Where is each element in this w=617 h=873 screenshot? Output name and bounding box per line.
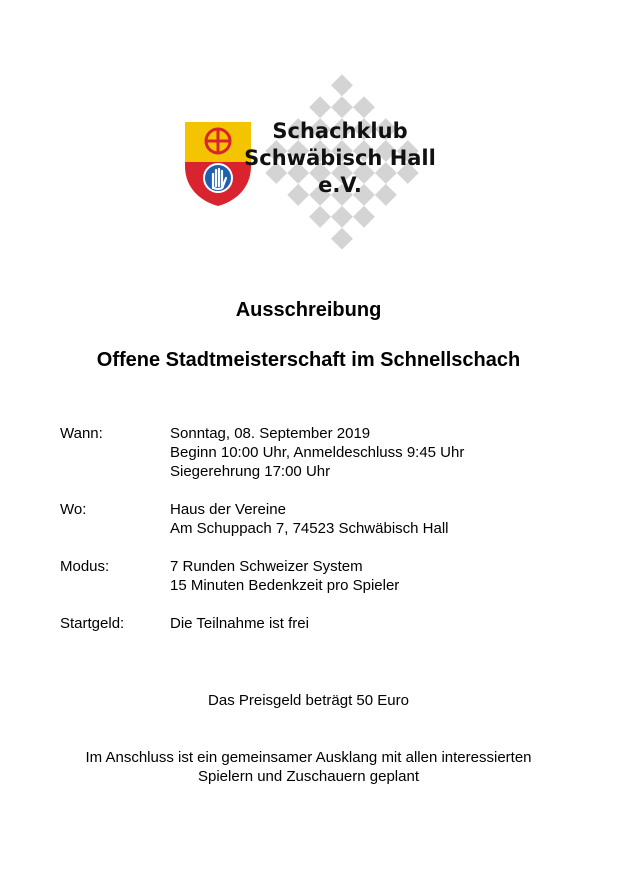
- board-square: [309, 96, 331, 118]
- closing-line-1: Im Anschluss ist ein gemeinsamer Ausklang mit allen interessierten: [85, 749, 532, 766]
- board-square: [331, 206, 353, 228]
- detail-value: 7 Runden Schweizer System: [170, 558, 363, 575]
- detail-label: Startgeld:: [60, 615, 125, 632]
- detail-row-mode: [60, 557, 464, 614]
- club-logo: [0, 0, 617, 260]
- board-square: [353, 206, 375, 228]
- detail-value: 15 Minuten Bedenkzeit pro Spieler: [170, 577, 400, 594]
- board-square: [309, 206, 331, 228]
- detail-label: Modus:: [60, 558, 110, 575]
- detail-row-fee: [60, 614, 464, 633]
- detail-value: Beginn 10:00 Uhr, Anmeldeschluss 9:45 Uhr: [170, 444, 465, 461]
- board-square: [331, 74, 353, 96]
- document-subtitle: Offene Stadtmeisterschaft im Schnellschach: [96, 349, 521, 371]
- board-square: [331, 228, 353, 250]
- club-name: [240, 118, 440, 199]
- document-title: Ausschreibung: [235, 299, 382, 321]
- club-name-line-3: e.V.: [318, 173, 362, 197]
- detail-value: Sonntag, 08. September 2019: [170, 425, 371, 442]
- club-name-line-2: Schwäbisch Hall: [244, 146, 436, 170]
- detail-value: Haus der Vereine: [170, 501, 286, 518]
- prize-money-text: Das Preisgeld beträgt 50 Euro: [208, 692, 409, 709]
- detail-value: Siegerehrung 17:00 Uhr: [170, 463, 331, 480]
- detail-value: Am Schuppach 7, 74523 Schwäbisch Hall: [170, 520, 449, 537]
- club-name-line-1: Schachklub: [272, 119, 408, 143]
- detail-value: Die Teilnahme ist frei: [170, 615, 309, 632]
- event-details: [60, 424, 464, 633]
- closing-text: [0, 748, 617, 786]
- detail-row-when: [60, 424, 464, 500]
- detail-row-where: [60, 500, 464, 557]
- detail-label: Wann:: [60, 425, 103, 442]
- board-square: [353, 96, 375, 118]
- board-square: [331, 96, 353, 118]
- closing-line-2: Spielern und Zuschauern geplant: [198, 768, 419, 785]
- detail-label: Wo:: [60, 501, 87, 518]
